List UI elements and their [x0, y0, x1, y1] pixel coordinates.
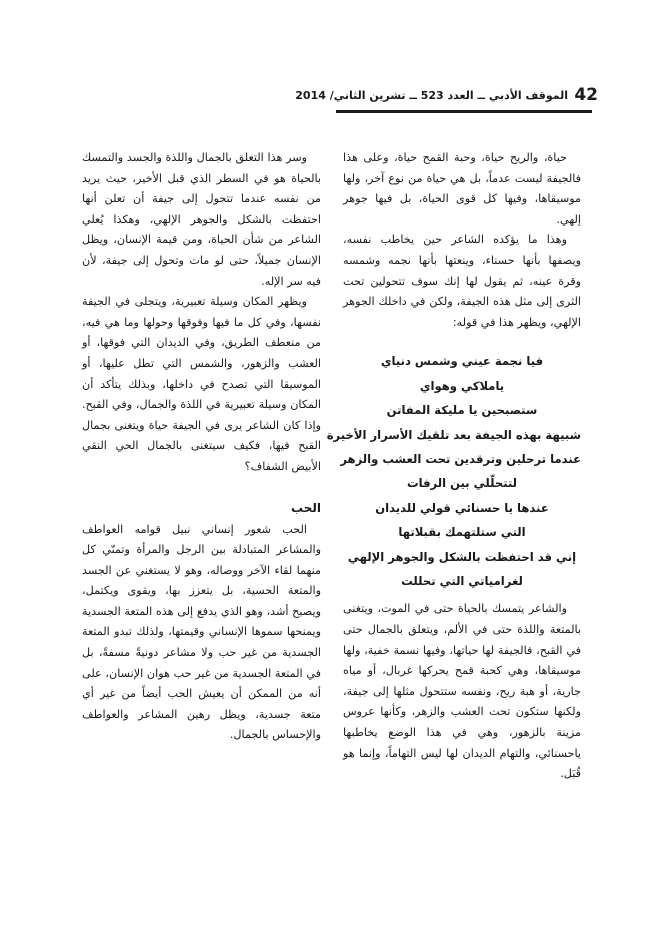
- page-header: [295, 84, 598, 108]
- poem-line: عندما ترحلين وترقدين تحت العشب والزهر: [340, 451, 581, 466]
- poem-line: فيا نجمة عيني وشمس دنياي: [380, 354, 544, 369]
- paragraph: حياة، والريح حياة، وحبة القمح حياة، وعلى هذا فالجيفة ليست عدماً، بل هي حياة من نوع آخر، ولها موسيقاها، وفيها كل قوى الحياة، بل فيها جوهر إلهي.: [343, 151, 581, 226]
- poem-line: عندها يا حسنائي قولي للديدان: [375, 500, 549, 515]
- poem-line: لغرامياتي التي تحللت: [401, 574, 523, 588]
- paragraph: والشاعر يتمسك بالحياة حتى في الموت، ويتغنى بالمتعة واللذة حتى في الألم، ويتعلق بالجمال حتى في القبح، فالجيفة لها حياتها، وفيها نسمة خفية، ولها موسيقاها، وهي كحبة قمح يحركها غربال، أو مياه جارية، أو هبة ريح، ونفسه ستتحول مثلها إلى جيفة، ولكنها ستكون تحت العشب والزهر، وكأنها عروس مزينة بالزهور، وهي في هذا الوضع يخاطبها ياحسنائي، والتهام الديدان لها ليس التهاماً، وإنما هو قُبَل.: [343, 602, 581, 781]
- paragraph: ويظهر المكان وسيلة تعبيرية، ويتجلى في الجيفة نفسها، وفي كل ما فيها وفوقها وحولها وما هي فيه، من منعطف الطريق، وفي الديدان التي فوقها، أو العشب والزهور، والشمس التي تطل عليها، أو الموسيقا التي تصدح في داخلها، وبذلك يتأكد أن المكان وسيلة تعبيرية في اللذة والجمال، وفي القبح. وإذا كان الشاعر يرى في الجيفة حياة ويتغنى بجمال القبح فيها، فكيف سيتغنى بالجمال الحي النقي الأبيض الشفاف؟: [82, 295, 321, 473]
- left-column: [82, 148, 321, 746]
- poem-line: ياملاكي وهواي: [419, 378, 505, 393]
- right-column: [326, 148, 581, 785]
- running-title: الموقف الأدبي ــ العدد 523 ــ تشرين الثاني/ 2014: [295, 89, 568, 102]
- section-heading: الحب: [291, 500, 321, 515]
- paragraph: الحب شعور إنساني نبيل قوامه العواطف والمشاعر المتبادلة بين الرجل والمرأة وتمنّي كل منهما لقاء الآخر ووصاله، وهو لا يستغني عن الجسد والمتعة الحسية، بل يتعزز بها، ويقوى ويكتمل، ويصبح أشد، وهو الذي يدفع إلى هذه المتعة الجسدية ويمنحها سموها الإنساني وقيمتها، ولذلك تبدو المتعة الجسدية من غير حب ولا مشاعر دونيةً مسفةً، بل في المتعة الجسدية من غير حب هوان الإنسان، على أنه من الممكن أن يعيش الحب أيضاً من غير أي متعة جسدية، ويظل رهين المشاعر والعواطف والإحساس بالجمال.: [82, 522, 321, 742]
- poem-line: التي ستلتهمك بقبلاتها: [398, 525, 526, 540]
- poem: [326, 349, 581, 593]
- page-number: 42: [574, 85, 598, 105]
- poem-line: إني قد احتفظت بالشكل والجوهر الإلهي: [347, 549, 577, 564]
- poem-line: شبيهة بهذه الجيفة بعد تلقيك الأسرار الأخيرة: [326, 427, 581, 442]
- poem-line: لتتحلّلي بين الرفات: [406, 476, 518, 491]
- poem-line: ستصبحين يا مليكة المفاتن: [386, 403, 538, 418]
- paragraph: وسر هذا التعلق بالجمال واللذة والجسد والتمسك بالحياة هو في السطر الذي قبل الأخير، حيث يريد من نفسه عندما تتحول إلى جيفة أن تعلن أنها احتفظت بالشكل والجوهر الإلهي، وهكذا يُعلي الشاعر من شأن الحياة، ومن قيمة الإنسان، ويظل الإنسان جميلاً، حتى لو مات وتحول إلى جيفة، لأن فيه سر الإله.: [82, 151, 321, 288]
- paragraph: وهذا ما يؤكده الشاعر حين يخاطب نفسه، ويصفها بأنها حسناء، وينعتها بأنها نجمه وشمسه وقرة عينه، ثم يقول لها إنك سوف تتحولين تحت الثرى إلى مثل هذه الجيفة، ولكن في داخلك الجوهر الإلهي، ويظهر هذا في قوله:: [343, 233, 581, 329]
- header-rule: [336, 110, 592, 113]
